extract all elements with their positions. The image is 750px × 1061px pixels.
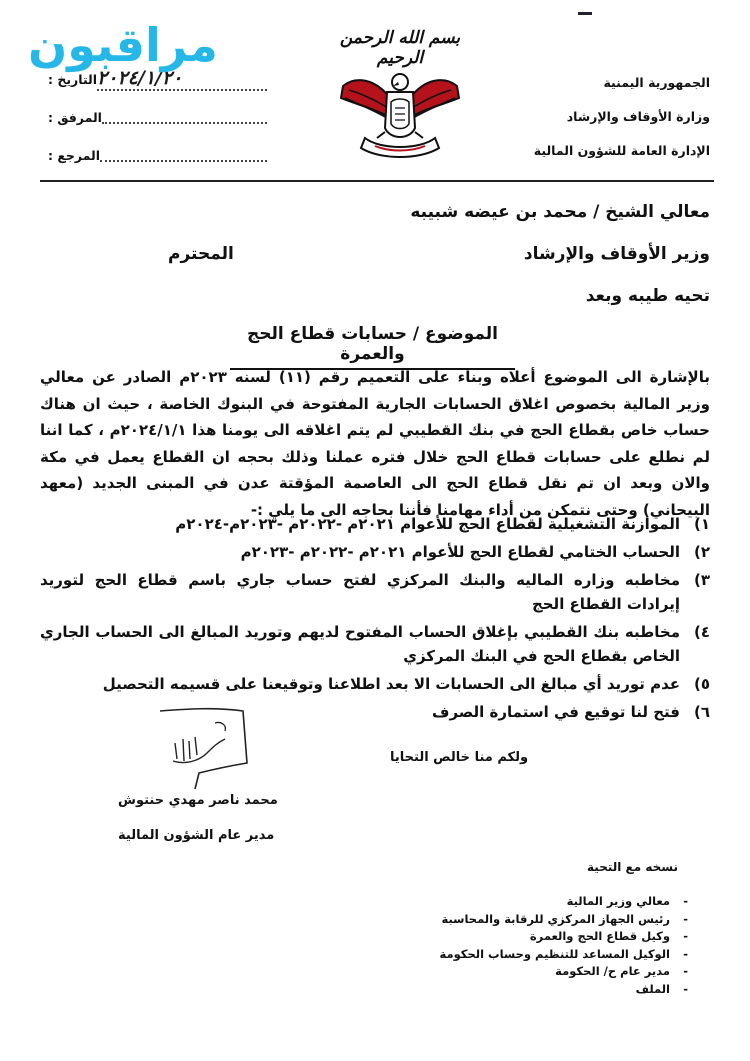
request-list <box>40 512 710 728</box>
bismillah-calligraphy: بسم الله الرحمن الرحيم <box>339 28 461 68</box>
watermark-logo: مراقبون <box>28 18 218 72</box>
signer-name: محمد ناصر مهدي حنتوش <box>118 793 278 808</box>
attachment-label: المرفق : <box>48 109 102 125</box>
list-item: ٣) مخاطبه وزاره الماليه والبنك المركزي لفتح حساب جاري باسم قطاع الحج لتوريد إيرادات القطاع الحج <box>40 571 710 613</box>
greeting: تحيه طيبه وبعد <box>585 286 710 306</box>
list-item: - مدير عام ح/ الحكومة <box>555 964 688 978</box>
list-item: ٦) فتح لنا توقيع في استمارة الصرف <box>432 703 710 721</box>
signer-title: مدير عام الشؤون المالية <box>118 828 275 843</box>
list-item: ٤) مخاطبه بنك القطيبي بإغلاق الحساب المفتوح لديهم وتوريد المبالغ الى الحساب الجاري الخاص بقطاع الحج في البنك المركزي <box>40 623 710 665</box>
list-item: - الملف <box>635 981 688 996</box>
copies-heading: نسخه مع التحية <box>587 860 678 874</box>
ministry-name: وزارة الأوقاف والإرشاد <box>566 109 710 124</box>
addressee-name: معالي الشيخ / محمد بن عيضه شبيبه <box>410 202 710 222</box>
closing-greeting: ولكم منا خالص التحايا <box>390 750 529 765</box>
addressee-title: وزير الأوقاف والإرشاد <box>523 244 710 264</box>
yemen-eagle-emblem-icon <box>335 68 465 163</box>
copies-list <box>440 893 689 998</box>
reference-label: المرجع : <box>48 147 101 163</box>
attachment-row <box>42 98 267 136</box>
top-mark <box>578 12 592 15</box>
header-divider <box>40 180 714 182</box>
list-item: - الوكيل المساعد للتنظيم وحساب الحكومة <box>439 946 688 961</box>
reference-row <box>42 136 267 174</box>
body-paragraph: بالإشارة الى الموضوع أعلاه وبناء على التعميم رقم (١١) لسنه ٢٠٢٣م الصادر عن معالي وزير المالية بخصوص اغلاق الحسابات الجارية المفتوحة في البنوك الخاصة ، حيث ان هناك حساب خاص بقطاع الحج في بنك القطيبي لم يتم اغلاقه الى يومنا هذا ٢٠٢٤/١/١م ، كما اننا لم نطلع على حسابات قطاع الحج خلال فتره عملنا وذلك بحجه ان القطاع يعمل في مكة والان وبعد ان تم نقل قطاع الحج الى العاصمة المؤقتة عدن في المبنى الجديد (معهد البيحاني) وحتى نتمكن من أداء مهامنا فأننا بحاجه الى ما يلي :- <box>40 368 710 519</box>
list-item: - رئيس الجهاز المركزي للرقابة والمحاسبة <box>441 911 688 926</box>
list-item: ٥) عدم توريد أي مبالغ الى الحسابات الا بعد اطلاعنا وتوقيعنا على قسيمه التحصيل <box>102 675 710 693</box>
letterhead-left <box>42 60 267 174</box>
subject-line: الموضوع / حسابات قطاع الحج والعمرة <box>230 324 515 370</box>
list-item: ١) الموازنة التشغيلية لقطاع الحج للأعوام ٢٠٢١م -٢٠٢٢م -٢٠٢٣م-٢٠٢٤م <box>175 515 710 533</box>
addressee-honorific: المحترم <box>168 244 234 264</box>
handwritten-signature <box>155 703 265 793</box>
country-name: الجمهورية اليمنية <box>603 75 710 90</box>
attachment-dotted-line <box>102 110 267 124</box>
list-item: - معالي وزير المالية <box>566 894 688 908</box>
list-item: - وكيل قطاع الحج والعمرة <box>529 929 688 943</box>
date-label: التاريخ : <box>48 71 98 87</box>
letterhead-right <box>490 66 710 168</box>
reference-dotted-line <box>100 148 267 162</box>
date-value: ٢٠٢٤/١/٢٠ <box>97 67 267 91</box>
department-name: الإدارة العامة للشؤون المالية <box>533 143 710 158</box>
list-item: ٢) الحساب الختامي لقطاع الحج للأعوام ٢٠٢١م -٢٠٢٢م -٢٠٢٣م <box>240 543 710 561</box>
